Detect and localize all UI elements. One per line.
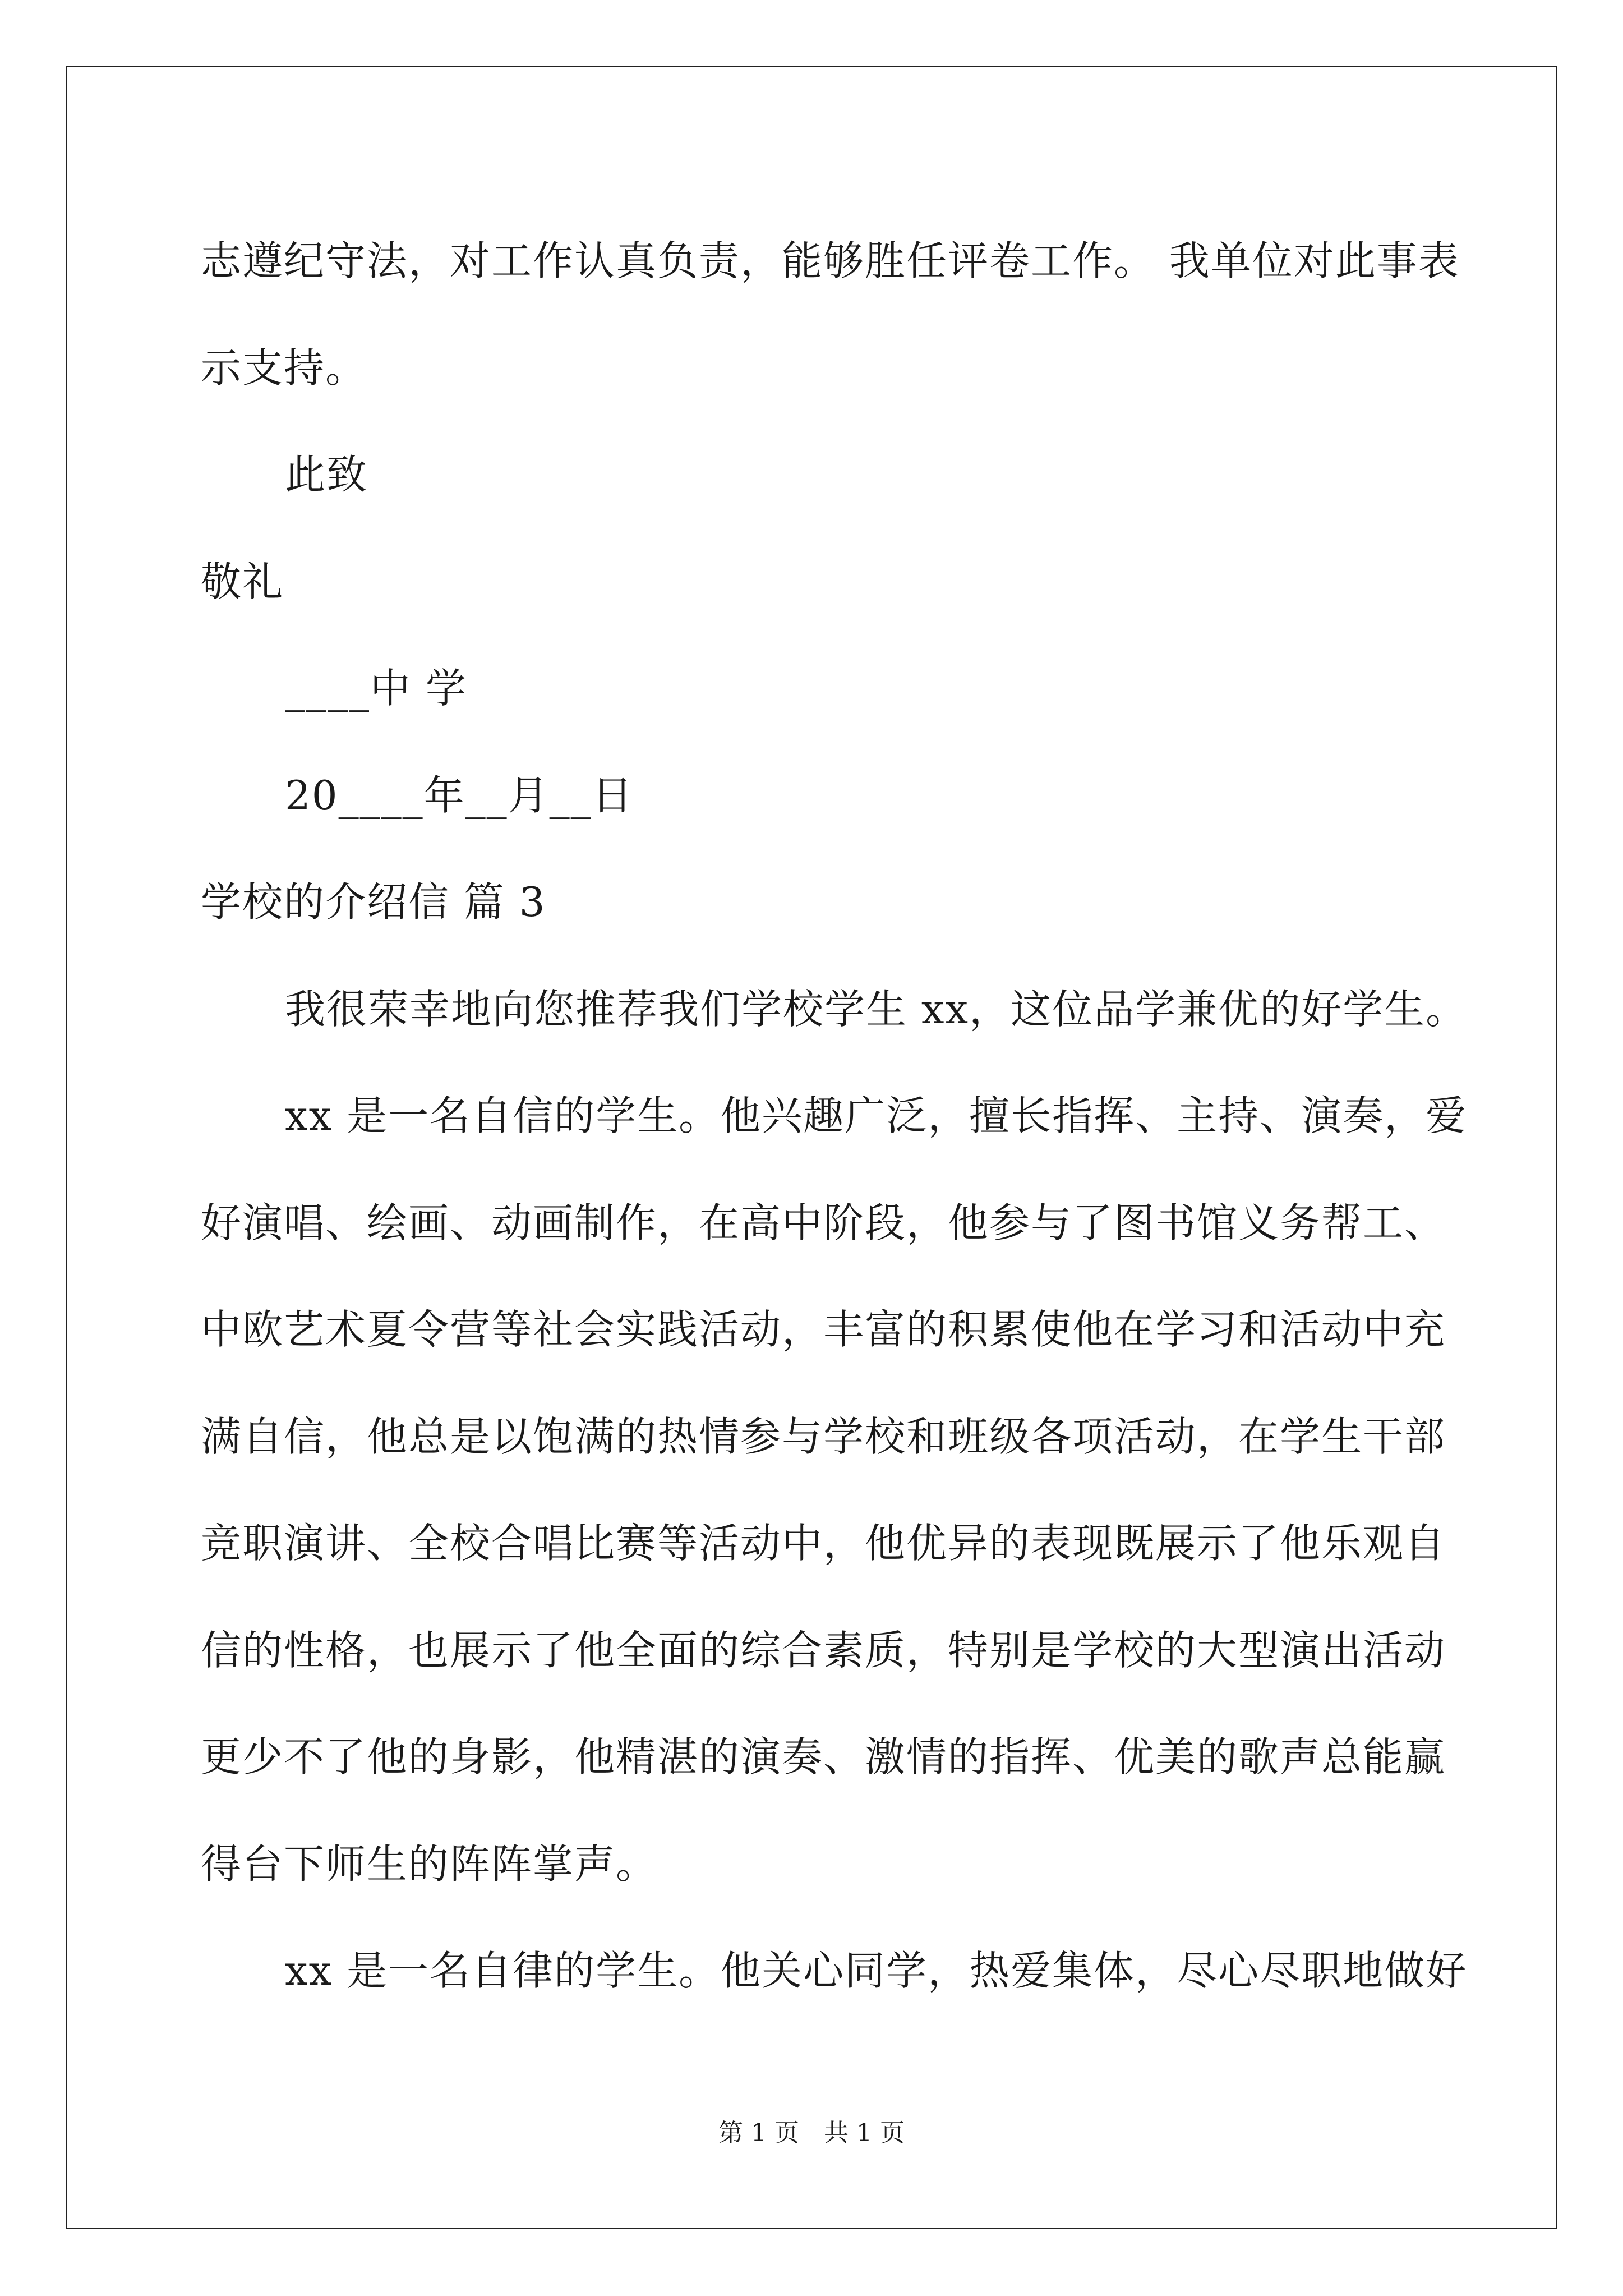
paragraph-line: 得台下师生的阵阵掌声。 [201, 1840, 658, 1888]
paragraph-line: 更少不了他的身影，他精湛的演奏、激情的指挥、优美的歌声总能赢 [201, 1733, 1446, 1780]
salutation-line: 此致 [285, 451, 368, 498]
signature-date: 20____年__月__日 [285, 771, 634, 819]
paragraph-line: 我很荣幸地向您推荐我们学校学生 xx，这位品学兼优的好学生。 [285, 985, 1468, 1033]
section-heading: 学校的介绍信 篇 3 [201, 878, 546, 926]
paragraph-line: 好演唱、绘画、动画制作，在高中阶段，他参与了图书馆义务帮工、 [201, 1199, 1446, 1246]
paragraph-line: 竞职演讲、全校合唱比赛等活动中，他优异的表现既展示了他乐观自 [201, 1520, 1446, 1567]
salutation-closing: 敬礼 [201, 558, 284, 605]
paragraph-line: 满自信，他总是以饱满的热情参与学校和班级各项活动，在学生干部 [201, 1412, 1446, 1460]
paragraph-line: 中欧艺术夏令营等社会实践活动，丰富的积累使他在学习和活动中充 [201, 1306, 1446, 1353]
paragraph-line: xx 是一名自信的学生。他兴趣广泛，擅长指挥、主持、演奏，爱 [285, 1092, 1468, 1139]
paragraph-line: xx 是一名自律的学生。他关心同学，热爱集体，尽心尽职地做好 [285, 1947, 1468, 1994]
page-footer: 第 1 页 共 1 页 [718, 2119, 905, 2147]
signature-school: ____中 学 [285, 665, 467, 712]
document-body [201, 208, 1468, 2024]
body-line-2: 示支持。 [201, 344, 367, 392]
paragraph-line: 信的性格，也展示了他全面的综合素质，特别是学校的大型演出活动 [201, 1626, 1446, 1674]
body-line-1: 志遵纪守法，对工作认真负责，能够胜任评卷工作。 我单位对此事表 [201, 237, 1460, 284]
